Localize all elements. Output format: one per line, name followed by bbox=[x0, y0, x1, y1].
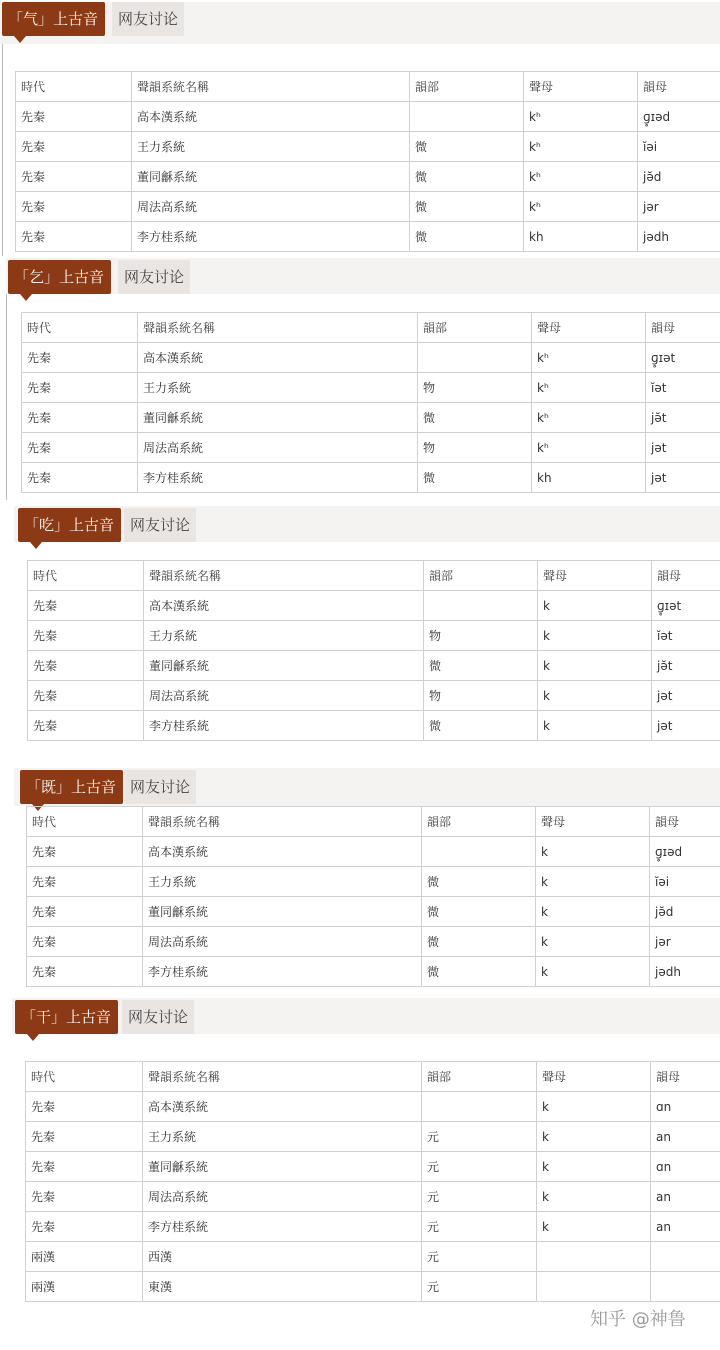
initial-cell: k bbox=[538, 591, 652, 621]
rhyme-group-cell: 元 bbox=[422, 1272, 537, 1302]
divider bbox=[2, 44, 3, 256]
rhyme-group-cell: 元 bbox=[422, 1152, 537, 1182]
column-header: 聲韻系統名稱 bbox=[143, 1062, 422, 1092]
initial-cell: k bbox=[538, 711, 652, 741]
era-cell: 先秦 bbox=[28, 681, 144, 711]
table-row bbox=[22, 373, 720, 403]
final-cell: ɡ̥ɪət bbox=[652, 591, 720, 621]
tab-old-chinese-pronunciation[interactable]: 「既」上古音 bbox=[20, 770, 123, 804]
table-row bbox=[28, 651, 720, 681]
table-row bbox=[27, 867, 720, 897]
era-cell: 先秦 bbox=[16, 162, 132, 192]
final-cell: jədh bbox=[650, 957, 720, 987]
rhyme-group-cell: 元 bbox=[422, 1212, 537, 1242]
column-header: 時代 bbox=[22, 313, 138, 343]
table-header-row bbox=[22, 313, 720, 343]
era-cell: 先秦 bbox=[26, 1152, 143, 1182]
final-cell: jə̆d bbox=[650, 897, 720, 927]
table-row bbox=[16, 192, 720, 222]
system-name-cell: 李方桂系統 bbox=[143, 957, 422, 987]
tab-bar bbox=[6, 258, 720, 294]
initial-cell: k bbox=[537, 1182, 651, 1212]
rhyme-group-cell: 微 bbox=[422, 957, 536, 987]
column-header: 聲韻系統名稱 bbox=[138, 313, 418, 343]
initial-cell: k bbox=[536, 927, 650, 957]
rhyme-group-cell: 微 bbox=[424, 711, 538, 741]
final-cell: jə̆t bbox=[646, 403, 720, 433]
era-cell: 先秦 bbox=[26, 1122, 143, 1152]
initial-cell bbox=[537, 1272, 651, 1302]
rhyme-group-cell: 微 bbox=[422, 927, 536, 957]
system-name-cell: 董同龢系統 bbox=[138, 403, 418, 433]
column-header: 韻母 bbox=[638, 72, 720, 102]
system-name-cell: 董同龢系統 bbox=[144, 651, 424, 681]
rhyme-group-cell: 微 bbox=[410, 222, 524, 252]
final-cell: ĭət bbox=[646, 373, 720, 403]
initial-cell: k bbox=[538, 651, 652, 681]
era-cell: 先秦 bbox=[28, 651, 144, 681]
era-cell: 先秦 bbox=[28, 711, 144, 741]
system-name-cell: 周法高系統 bbox=[143, 1182, 422, 1212]
era-cell: 先秦 bbox=[27, 927, 143, 957]
pronunciation-table bbox=[26, 806, 720, 987]
system-name-cell: 李方桂系統 bbox=[138, 463, 418, 493]
column-header: 聲韻系統名稱 bbox=[143, 807, 422, 837]
column-header: 韻母 bbox=[646, 313, 720, 343]
column-header: 聲母 bbox=[524, 72, 638, 102]
initial-cell: k bbox=[536, 867, 650, 897]
final-cell bbox=[651, 1242, 720, 1272]
column-header: 韻部 bbox=[418, 313, 532, 343]
final-cell: an bbox=[651, 1212, 720, 1242]
table-header-row bbox=[28, 561, 720, 591]
system-name-cell: 王力系統 bbox=[143, 867, 422, 897]
rhyme-group-cell: 物 bbox=[424, 621, 538, 651]
era-cell: 先秦 bbox=[16, 192, 132, 222]
initial-cell: kʰ bbox=[532, 373, 646, 403]
table-row bbox=[26, 1272, 720, 1302]
table-row bbox=[28, 591, 720, 621]
initial-cell: kʰ bbox=[524, 192, 638, 222]
system-name-cell: 李方桂系統 bbox=[143, 1212, 422, 1242]
rhyme-group-cell bbox=[410, 102, 524, 132]
table-row bbox=[26, 1212, 720, 1242]
table-row bbox=[27, 897, 720, 927]
initial-cell: kʰ bbox=[532, 343, 646, 373]
system-name-cell: 西漢 bbox=[143, 1242, 422, 1272]
table-row bbox=[28, 681, 720, 711]
column-header: 韻部 bbox=[422, 1062, 537, 1092]
watermark: 知乎 @神鲁 bbox=[590, 1309, 686, 1330]
final-cell: ĭət bbox=[652, 621, 720, 651]
initial-cell: k bbox=[538, 621, 652, 651]
table-header-row bbox=[26, 1062, 720, 1092]
system-name-cell: 高本漢系統 bbox=[132, 102, 410, 132]
final-cell: an bbox=[651, 1122, 720, 1152]
table-row bbox=[16, 162, 720, 192]
initial-cell: k bbox=[536, 897, 650, 927]
pronunciation-table bbox=[27, 560, 720, 741]
era-cell: 先秦 bbox=[22, 403, 138, 433]
column-header: 聲韻系統名稱 bbox=[132, 72, 410, 102]
column-header: 韻部 bbox=[422, 807, 536, 837]
tab-netizen-discussion[interactable]: 网友讨论 bbox=[122, 1000, 194, 1034]
initial-cell: kh bbox=[532, 463, 646, 493]
era-cell: 先秦 bbox=[26, 1182, 143, 1212]
rhyme-group-cell: 微 bbox=[424, 651, 538, 681]
tab-old-chinese-pronunciation[interactable]: 「吃」上古音 bbox=[18, 508, 121, 542]
system-name-cell: 高本漢系統 bbox=[138, 343, 418, 373]
column-header: 韻部 bbox=[424, 561, 538, 591]
era-cell: 先秦 bbox=[16, 222, 132, 252]
pronunciation-table bbox=[25, 1061, 720, 1302]
table-row bbox=[27, 957, 720, 987]
final-cell: jə̆d bbox=[638, 162, 720, 192]
column-header: 韻母 bbox=[650, 807, 720, 837]
system-name-cell: 王力系統 bbox=[143, 1122, 422, 1152]
era-cell: 先秦 bbox=[27, 837, 143, 867]
table-row bbox=[16, 222, 720, 252]
table-row bbox=[22, 463, 720, 493]
final-cell: jə̆t bbox=[652, 651, 720, 681]
system-name-cell: 王力系統 bbox=[138, 373, 418, 403]
initial-cell: kʰ bbox=[524, 102, 638, 132]
system-name-cell: 王力系統 bbox=[132, 132, 410, 162]
rhyme-group-cell: 物 bbox=[418, 433, 532, 463]
rhyme-group-cell: 微 bbox=[422, 867, 536, 897]
tab-netizen-discussion[interactable]: 网友讨论 bbox=[112, 2, 184, 36]
initial-cell: k bbox=[536, 957, 650, 987]
era-cell: 先秦 bbox=[22, 373, 138, 403]
tab-netizen-discussion[interactable]: 网友讨论 bbox=[124, 508, 196, 542]
initial-cell: kʰ bbox=[532, 403, 646, 433]
initial-cell: kʰ bbox=[524, 162, 638, 192]
system-name-cell: 高本漢系統 bbox=[144, 591, 424, 621]
column-header: 時代 bbox=[26, 1062, 143, 1092]
system-name-cell: 東漢 bbox=[143, 1272, 422, 1302]
section-qi bbox=[0, 0, 720, 258]
system-name-cell: 周法高系統 bbox=[144, 681, 424, 711]
tab-netizen-discussion[interactable]: 网友讨论 bbox=[118, 260, 190, 294]
rhyme-group-cell: 元 bbox=[422, 1122, 537, 1152]
initial-cell: kʰ bbox=[532, 433, 646, 463]
table-row bbox=[27, 837, 720, 867]
era-cell: 兩漢 bbox=[26, 1242, 143, 1272]
final-cell: jət bbox=[652, 681, 720, 711]
rhyme-group-cell: 微 bbox=[410, 132, 524, 162]
tab-old-chinese-pronunciation[interactable]: 「乞」上古音 bbox=[8, 260, 111, 294]
final-cell: ɡ̥ɪəd bbox=[650, 837, 720, 867]
table-row bbox=[16, 102, 720, 132]
tab-bar bbox=[0, 2, 720, 44]
initial-cell bbox=[537, 1242, 651, 1272]
era-cell: 先秦 bbox=[28, 591, 144, 621]
initial-cell: k bbox=[537, 1212, 651, 1242]
rhyme-group-cell: 微 bbox=[418, 463, 532, 493]
column-header: 時代 bbox=[27, 807, 143, 837]
era-cell: 先秦 bbox=[26, 1092, 143, 1122]
initial-cell: k bbox=[536, 837, 650, 867]
section-ji bbox=[0, 768, 720, 990]
rhyme-group-cell bbox=[418, 343, 532, 373]
final-cell bbox=[651, 1272, 720, 1302]
table-row bbox=[26, 1092, 720, 1122]
table-row bbox=[22, 403, 720, 433]
column-header: 韻母 bbox=[651, 1062, 720, 1092]
column-header: 時代 bbox=[28, 561, 144, 591]
table-row bbox=[26, 1122, 720, 1152]
final-cell: jər bbox=[638, 192, 720, 222]
era-cell: 先秦 bbox=[27, 867, 143, 897]
rhyme-group-cell: 微 bbox=[410, 192, 524, 222]
initial-cell: k bbox=[537, 1092, 651, 1122]
era-cell: 先秦 bbox=[27, 897, 143, 927]
final-cell: ɡ̥ɪəd bbox=[638, 102, 720, 132]
system-name-cell: 周法高系統 bbox=[138, 433, 418, 463]
tab-bar bbox=[12, 998, 720, 1034]
final-cell: ɑn bbox=[651, 1092, 720, 1122]
system-name-cell: 高本漢系統 bbox=[143, 837, 422, 867]
final-cell: jət bbox=[652, 711, 720, 741]
tab-netizen-discussion[interactable]: 网友讨论 bbox=[124, 770, 196, 804]
table-row bbox=[26, 1182, 720, 1212]
system-name-cell: 李方桂系統 bbox=[132, 222, 410, 252]
system-name-cell: 李方桂系統 bbox=[144, 711, 424, 741]
rhyme-group-cell bbox=[422, 1092, 537, 1122]
column-header: 韻母 bbox=[652, 561, 720, 591]
table-header-row bbox=[27, 807, 720, 837]
column-header: 聲韻系統名稱 bbox=[144, 561, 424, 591]
final-cell: an bbox=[651, 1182, 720, 1212]
table-row bbox=[26, 1242, 720, 1272]
era-cell: 先秦 bbox=[27, 957, 143, 987]
pronunciation-table bbox=[21, 312, 720, 493]
system-name-cell: 周法高系統 bbox=[132, 192, 410, 222]
rhyme-group-cell: 微 bbox=[410, 162, 524, 192]
table-row bbox=[28, 711, 720, 741]
final-cell: jət bbox=[646, 433, 720, 463]
rhyme-group-cell: 元 bbox=[422, 1242, 537, 1272]
initial-cell: k bbox=[538, 681, 652, 711]
system-name-cell: 董同龢系統 bbox=[132, 162, 410, 192]
rhyme-group-cell: 物 bbox=[424, 681, 538, 711]
rhyme-group-cell: 微 bbox=[422, 897, 536, 927]
column-header: 時代 bbox=[16, 72, 132, 102]
final-cell: ĭəi bbox=[650, 867, 720, 897]
section-gan bbox=[0, 998, 720, 1308]
rhyme-group-cell: 微 bbox=[418, 403, 532, 433]
system-name-cell: 董同龢系統 bbox=[143, 1152, 422, 1182]
section-qi3 bbox=[0, 258, 720, 502]
initial-cell: k bbox=[537, 1152, 651, 1182]
initial-cell: kʰ bbox=[524, 132, 638, 162]
column-header: 韻部 bbox=[410, 72, 524, 102]
era-cell: 先秦 bbox=[22, 433, 138, 463]
initial-cell: k bbox=[537, 1122, 651, 1152]
column-header: 聲母 bbox=[536, 807, 650, 837]
section-chi bbox=[0, 506, 720, 746]
era-cell: 先秦 bbox=[16, 102, 132, 132]
column-header: 聲母 bbox=[532, 313, 646, 343]
table-row bbox=[22, 343, 720, 373]
system-name-cell: 高本漢系統 bbox=[143, 1092, 422, 1122]
era-cell: 兩漢 bbox=[26, 1272, 143, 1302]
final-cell: jət bbox=[646, 463, 720, 493]
era-cell: 先秦 bbox=[16, 132, 132, 162]
initial-cell: kh bbox=[524, 222, 638, 252]
tab-old-chinese-pronunciation[interactable]: 「干」上古音 bbox=[15, 1000, 118, 1034]
era-cell: 先秦 bbox=[22, 463, 138, 493]
era-cell: 先秦 bbox=[22, 343, 138, 373]
era-cell: 先秦 bbox=[26, 1212, 143, 1242]
table-row bbox=[26, 1152, 720, 1182]
pronunciation-table bbox=[15, 71, 720, 252]
tab-old-chinese-pronunciation[interactable]: 「气」上古音 bbox=[2, 2, 105, 36]
table-row bbox=[28, 621, 720, 651]
table-row bbox=[22, 433, 720, 463]
final-cell: jər bbox=[650, 927, 720, 957]
era-cell: 先秦 bbox=[28, 621, 144, 651]
column-header: 聲母 bbox=[537, 1062, 651, 1092]
final-cell: ĭəi bbox=[638, 132, 720, 162]
system-name-cell: 周法高系統 bbox=[143, 927, 422, 957]
table-header-row bbox=[16, 72, 720, 102]
table-row bbox=[27, 927, 720, 957]
table-row bbox=[16, 132, 720, 162]
rhyme-group-cell bbox=[424, 591, 538, 621]
rhyme-group-cell: 物 bbox=[418, 373, 532, 403]
rhyme-group-cell bbox=[422, 837, 536, 867]
final-cell: jədh bbox=[638, 222, 720, 252]
final-cell: ɡ̥ɪət bbox=[646, 343, 720, 373]
divider bbox=[6, 294, 7, 500]
system-name-cell: 董同龢系統 bbox=[143, 897, 422, 927]
final-cell: ɑn bbox=[651, 1152, 720, 1182]
system-name-cell: 王力系統 bbox=[144, 621, 424, 651]
column-header: 聲母 bbox=[538, 561, 652, 591]
rhyme-group-cell: 元 bbox=[422, 1182, 537, 1212]
